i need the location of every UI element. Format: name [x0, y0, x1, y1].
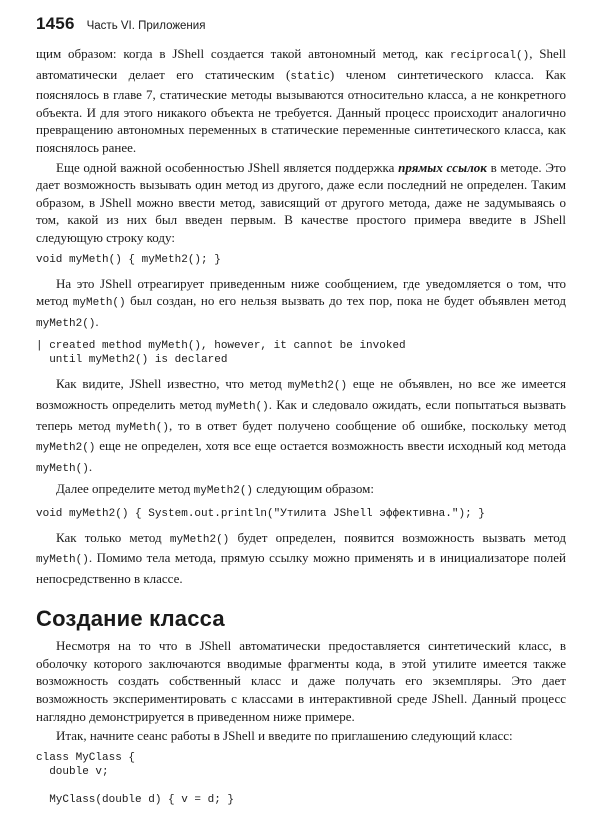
inline-code: static — [290, 70, 330, 83]
code-listing: void myMeth2() { System.out.println("Утилита JShell эффективна."); } — [36, 507, 485, 520]
emphasis: прямых ссылок — [398, 159, 487, 175]
inline-code: myMeth2() — [169, 533, 230, 546]
inline-code: myMeth2() — [193, 485, 254, 498]
inline-code: myMeth2() — [287, 380, 348, 393]
code-listing: class MyClass { double v; MyClass(double d) { v = d; } — [36, 751, 235, 806]
paragraph: Как только метод myMeth2() будет определен, появится возможность вызвать метод myMeth(). Помимо тела метода, прямую ссылку можно применять и в инициализаторе полей непосредственно в классе. — [36, 529, 566, 587]
page-number: 1456 — [36, 14, 75, 33]
paragraph: Итак, начните сеанс работы в JShell и введите по приглашению следующий класс: — [56, 728, 513, 744]
inline-code: myMeth() — [36, 554, 89, 567]
inline-code: myMeth() — [72, 297, 126, 310]
paragraph: Как видите, JShell известно, что метод myMeth2() еще не объявлен, но все же имеется возможность определить метод myMeth(). Как и следовало ожидать, если попытаться вызвать теперь метод myMeth(), то в ответ будет получено сообщение об ошибке, поскольку метод myMeth2() еще не определен, хотя все еще остается возможность ввести исходный код метода myMeth(). — [36, 376, 566, 475]
inline-code: myMeth() — [36, 462, 89, 475]
running-header — [36, 14, 205, 36]
paragraph: Несмотря на то что в JShell автоматически предоставляется синтетический класс, в оболочку которого заключаются вводимые фрагменты кода, в этой утилите имеется также возможность создать собственный класс и даже получать его экземпляры. Это дает возможность экспериментировать с классами в интерактивной среде JShell. Данный процесс наглядно демонстрируется в приведенном ниже примере. — [36, 638, 566, 724]
inline-code: reciprocal() — [450, 50, 530, 62]
inline-code: myMeth() — [116, 421, 169, 434]
inline-code: myMeth2() — [36, 317, 96, 330]
inline-code: myMeth() — [215, 400, 269, 413]
paragraph: щим образом: когда в JShell создается такой автономный метод, как reciprocal(), Shell автоматически делает его статическим (static) членом синтетического класса. Как пояснялось в главе 7, статические методы вызываются относительно класса, а не конкретного объекта. И для этого никакого объекта не требуется. Данный процесс происходит аналогично превращению автономных переменных в статические переменные синтетического класса, как пояснялось ранее. — [36, 46, 567, 155]
code-listing: void myMeth() { myMeth2(); } — [36, 253, 221, 266]
part-title: Часть VI. Приложения — [86, 20, 206, 32]
page-content — [36, 45, 566, 815]
inline-code: myMeth2() — [36, 442, 96, 455]
section-heading: Создание класса — [36, 605, 225, 631]
code-listing: | created method myMeth(), however, it cannot be invoked until myMeth2() is declared — [36, 340, 406, 367]
paragraph: Еще одной важной особенностью JShell является поддержка прямых ссылок в методе. Это дает возможность вызывать один метод из другого, даже если последний не определен. Таким образом, в JShell можно ввести метод, зависящий от другого метода, даже не задумываясь о том, какой из них был введен первым. В качестве простого примера введите в JShell следующую строку коду: — [36, 159, 566, 245]
paragraph: На это JShell отреагирует приведенным ниже сообщением, где уведомляется о том, что метод myMeth() был создан, но его нельзя вызвать до тех пор, пока не будет объявлен метод myMeth2(). — [36, 275, 566, 330]
paragraph: Далее определите метод myMeth2() следующим образом: — [56, 481, 374, 498]
